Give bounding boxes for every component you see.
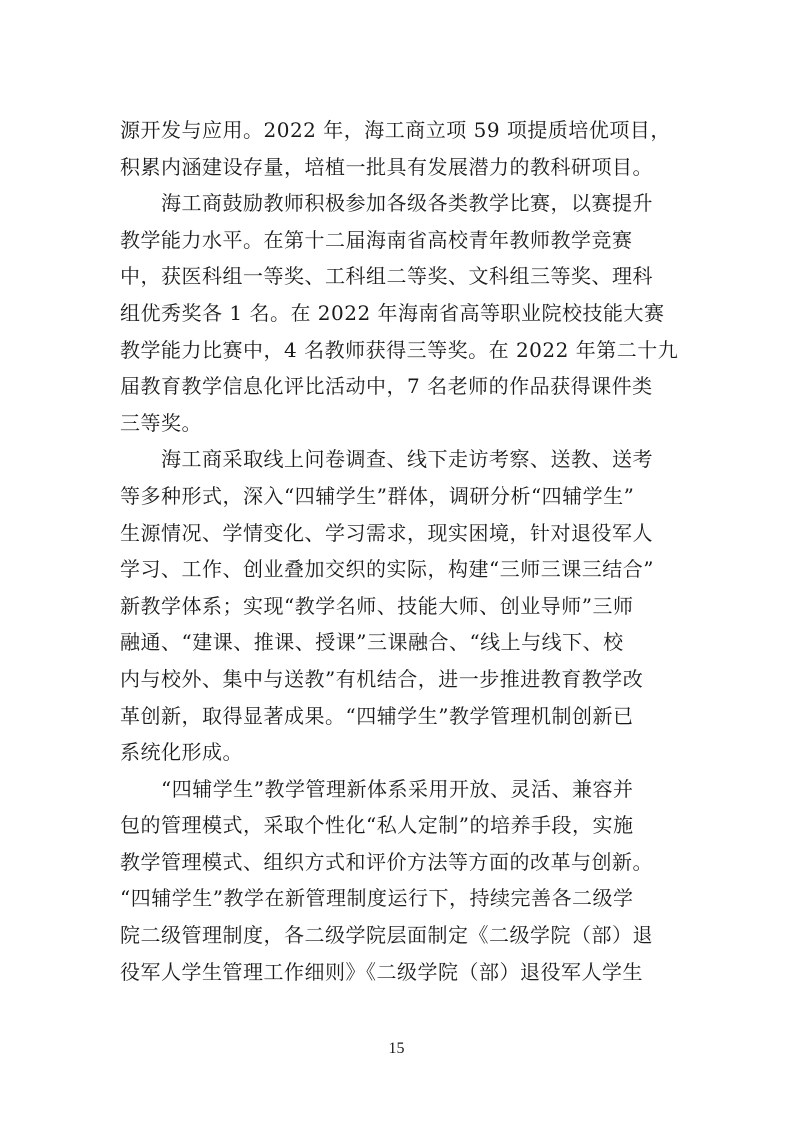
text-line: 教学能力比赛中，4 名教师获得三等奖。在 2022 年第二十九 (120, 337, 679, 362)
text-line: 革创新，取得显著成果。“四辅学生”教学管理机制创新已 (120, 703, 634, 728)
text-line: “四辅学生”教学管理新体系采用开放、灵活、兼容并 (120, 776, 634, 801)
text-line: 包的管理模式，采取个性化“私人定制”的培养手段，实施 (120, 813, 634, 838)
text-line: 海工商采取线上问卷调查、线下走访考察、送教、送考 (120, 447, 653, 472)
text-line: 积累内涵建设存量，培植一批具有发展潜力的教科研项目。 (120, 154, 653, 179)
text-line: 融通、“建课、推课、授课”三课融合、“线上与线下、校 (120, 630, 624, 655)
text-line: 学习、工作、创业叠加交织的实际，构建“三师三课三结合” (120, 557, 654, 582)
text-line: “四辅学生”教学在新管理制度运行下，持续完善各二级学 (120, 886, 634, 911)
text-line: 届教育教学信息化评比活动中，7 名老师的作品获得课件类 (120, 374, 653, 399)
text-line: 教学能力水平。在第十二届海南省高校青年教师教学竞赛 (120, 227, 633, 252)
text-line: 系统化形成。 (120, 740, 243, 765)
page-number: 15 (388, 1040, 405, 1057)
text-line: 海工商鼓励教师积极参加各级各类教学比赛，以赛提升 (120, 191, 653, 216)
body-text (120, 112, 680, 990)
text-line: 组优秀奖各 1 名。在 2022 年海南省高等职业院校技能大赛 (120, 300, 665, 325)
text-line: 三等奖。 (120, 410, 202, 435)
text-line: 中，获医科组一等奖、工科组二等奖、文科组三等奖、理科 (120, 264, 653, 289)
text-line: 新教学体系；实现“教学名师、技能大师、创业导师”三师 (120, 593, 634, 618)
text-line: 院二级管理制度，各二级学院层面制定《二级学院（部）退 (120, 923, 653, 948)
text-line: 役军人学生管理工作细则》《二级学院（部）退役军人学生 (120, 959, 643, 984)
text-line: 生源情况、学情变化、学习需求，现实困境，针对退役军人 (120, 520, 653, 545)
text-line: 教学管理模式、组织方式和评价方法等方面的改革与创新。 (120, 849, 653, 874)
text-line: 源开发与应用。2022 年，海工商立项 59 项提质培优项目， (120, 118, 671, 142)
text-line: 等多种形式，深入“四辅学生”群体，调研分析“四辅学生” (120, 483, 635, 508)
text-line: 内与校外、集中与送教”有机结合，进一步推进教育教学改 (120, 666, 644, 691)
